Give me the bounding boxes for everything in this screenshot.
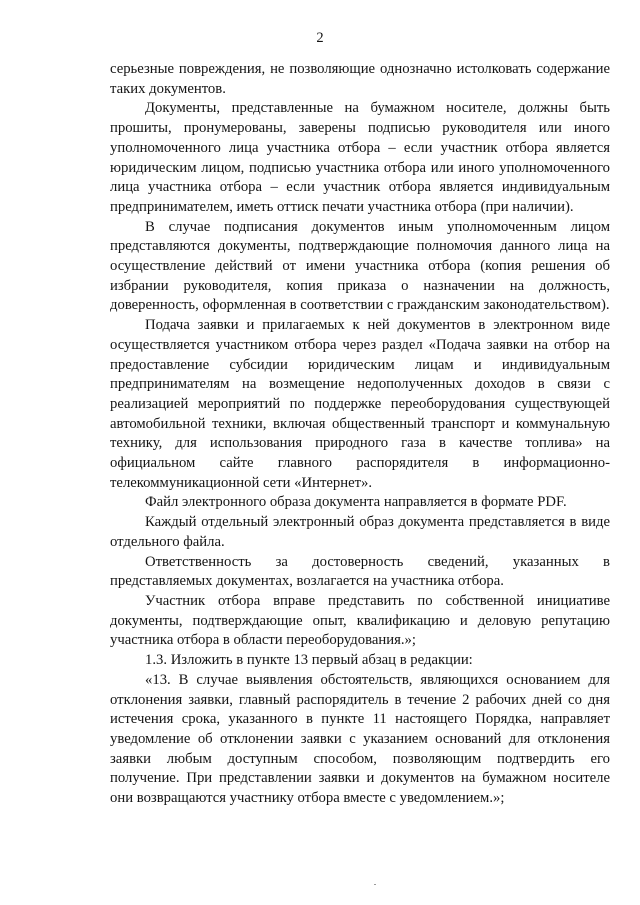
scan-speck (374, 884, 376, 885)
paragraph-pdf-format: Файл электронного образа документа направляется в формате PDF. (145, 494, 567, 511)
paragraph-damage-clause: серьезные повреждения, не позволяющие однозначно истолковать содержание таких документов. (110, 61, 610, 97)
paragraph-electronic-submission: Подача заявки и прилагаемых к ней документов в электронном виде осуществляется участником отбора через раздел «Подача заявки на отбор на предоставление субсидии юридическим лицам и индивидуальным предпринимателям на возмещение недополученных доходов в связи с реализацией мероприятий по поддержке переоборудования существующей автомобильной техники, включая общественный транспорт и коммунальную технику, для использования природного газа в качестве топлива» на официальном сайте главного распорядителя в информационно-телекоммуникационной сети «Интернет». (110, 317, 610, 491)
paragraph-authorized-person: В случае подписания документов иным уполномоченным лицом представляются документы, подтверждающие полномочия данного лица на осуществление действий от имени участника отбора (копия решения об избрании руководителя, копия приказа о назначении на должность, доверенность, оформленная в соответствии с гражданским законодательством). (110, 218, 610, 314)
paragraph-separate-file: Каждый отдельный электронный образ документа представляется в виде отдельного файла. (110, 514, 610, 550)
paragraph-responsibility: Ответственность за достоверность сведений, указанных в представляемых документах, возлагается на участника отбора. (110, 553, 610, 590)
paragraph-own-initiative: Участник отбора вправе представить по собственной инициативе документы, подтверждающие опыт, квалификацию и деловую репутацию участника отбора в области переоборудования.»; (110, 592, 610, 649)
document-body (110, 60, 610, 809)
paragraph-amendment-1-3: 1.3. Изложить в пункте 13 первый абзац в редакции: (145, 652, 473, 669)
paragraph-clause-13: «13. В случае выявления обстоятельств, являющихся основанием для отклонения заявки, главный распорядитель в течение 2 рабочих дней со дня истечения срока, указанного в пункте 11 настоящего Порядка, направляет уведомление об отклонении заявки с указанием оснований для отклонения заявки любым доступным способом, позволяющим подтвердить его получение. При представлении заявки и документов на бумажном носителе они возвращаются участнику отбора вместе с уведомлением.»; (110, 671, 610, 807)
paragraph-paper-documents: Документы, представленные на бумажном носителе, должны быть прошиты, пронумерованы, заверены подписью руководителя или иного уполномоченного лица участника отбора – если участник отбора является юридическим лицом, подписью участника отбора или иного уполномоченного лица участника отбора – если участник отбора является индивидуальным предпринимателем, иметь оттиск печати участника отбора (при наличии). (110, 100, 610, 215)
page-number: 2 (316, 30, 324, 46)
